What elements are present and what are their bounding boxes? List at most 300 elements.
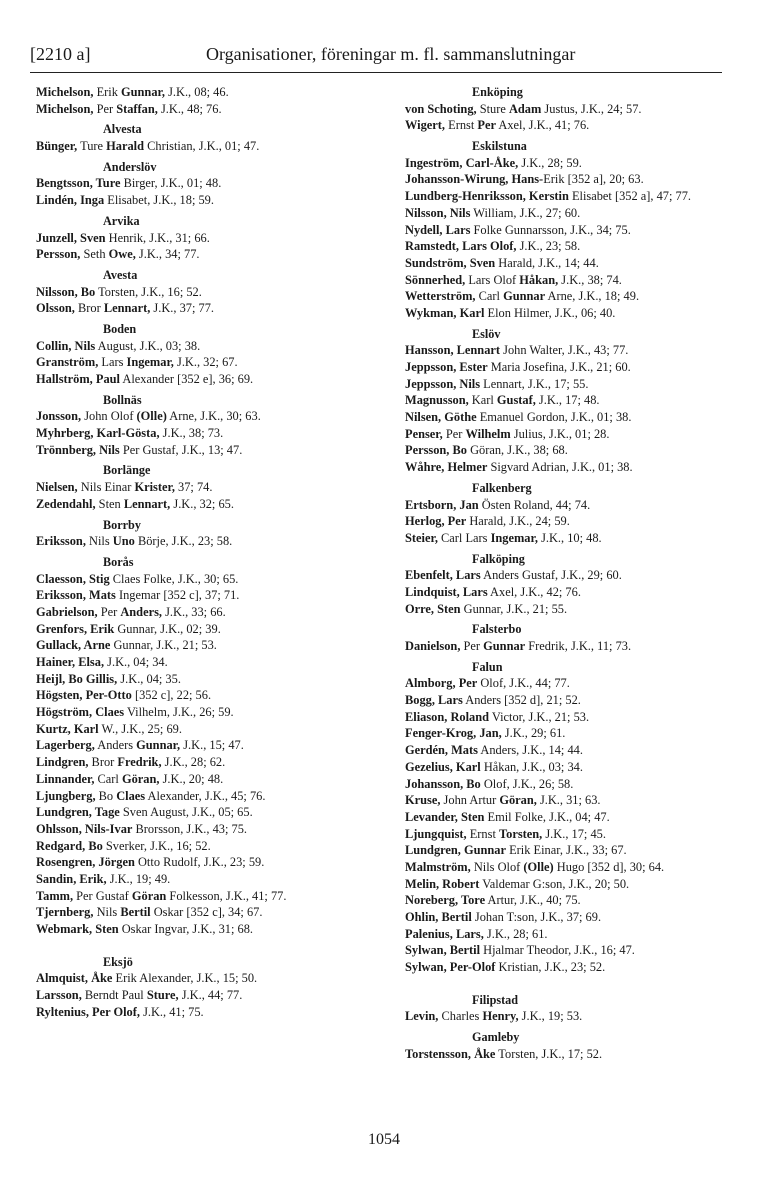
place-heading: Boden [103,321,137,336]
entry-text: Erik Alexander, J.K., 15; 50. [112,971,258,986]
entry-text: Johan T:son, J.K., 37; 69. [471,910,602,924]
place-heading: Alvesta [103,122,142,137]
entry-text: W., J.K., 25; 69. [98,721,182,736]
entry-text: Lars Olof [465,272,520,287]
place-heading: Eslöv [472,326,501,341]
member-entry [405,188,750,205]
entry-text: Claes Folke, J.K., 30; 65. [109,571,239,586]
entry-text: Bror [88,755,118,770]
member-entry [405,692,750,709]
entry-text: Per [460,639,484,653]
member-entry [405,909,750,926]
member-entry [36,888,381,905]
entry-name-bold: Gunnar [483,639,526,653]
member-entry [405,776,750,793]
entry-name-bold: Nydell, Lars [405,222,471,237]
member-entry [36,871,381,888]
member-entry [36,621,381,638]
entry-name-bold: Persson, Bo [405,443,467,458]
member-entry [405,742,750,759]
entry-text: Per Gustaf [73,888,132,903]
entry-text: Oskar Ingvar, J.K., 31; 68. [118,922,254,936]
entry-text: Hjalmar Theodor, J.K., 16; 47. [480,943,635,958]
entry-name-bold: Wigert, [405,118,446,133]
entry-text: Erik Einar, J.K., 33; 67. [506,843,627,858]
entry-text: J.K., 48; 76. [157,101,222,116]
place-heading: Eskilstuna [472,139,527,154]
member-entry [36,246,381,263]
member-entry [405,513,750,530]
entry-name-bold: Adam [508,101,542,116]
entry-name-bold: Levander, Sten [405,809,485,824]
entry-text: Anders [352 d], 21; 52. [462,693,581,708]
entry-name-bold: Collin, Nils [36,338,96,353]
place-heading: Borrby [103,517,141,532]
entry-text: J.K., 08; 46. [164,85,229,99]
entry-text: Hugo [352 d], 30; 64. [553,859,665,874]
entry-name-bold: Junzell, Sven [36,230,106,245]
entry-name-bold: Kruse, [405,793,441,808]
member-entry [405,709,750,726]
entry-name-bold: Johansson, Bo [405,776,481,791]
entry-text: August, J.K., 03; 38. [95,338,201,353]
entry-text: J.K., 44; 77. [178,988,243,1003]
entry-text: Östen Roland, 44; 74. [478,497,591,512]
entry-name-bold: Tjernberg, [36,905,94,920]
entry-name-bold: Bertil [120,905,151,920]
header-rule [30,72,722,73]
entry-text: Folkesson, J.K., 41; 77. [166,888,287,903]
entry-name-bold: Sundström, Sven [405,255,496,270]
entry-name-bold: Zedendahl, [36,496,96,511]
member-entry [405,759,750,776]
member-entry [36,754,381,771]
entry-text: J.K., 28; 62. [161,755,226,770]
entry-name-bold: Noreberg, Tore [405,893,486,908]
entry-text: J.K., 41; 75. [139,1004,204,1019]
entry-text: Ernst [445,118,478,133]
entry-name-bold: Torsten, [499,826,543,841]
entry-text: J.K., 33; 66. [162,604,226,619]
member-entry [405,1046,750,1063]
entry-text: J.K., 38; 74. [558,272,622,287]
entry-name-bold: Ohlsson, Nils-Ivar [36,821,133,836]
entry-text: Harald, J.K., 14; 44. [495,255,599,270]
member-entry [36,442,381,459]
place-heading: Falsterbo [472,622,522,637]
entry-name-bold: Herlog, Per [405,514,467,529]
entry-name-bold: Nilsson, Nils [405,205,471,220]
member-entry [405,584,750,601]
entry-name-bold: Ramstedt, Lars Olof, [405,239,517,254]
entry-text: Sture [476,101,509,116]
entry-name-bold: Högström, Claes [36,705,125,720]
entry-text: Christian, J.K., 01; 47. [144,139,260,154]
member-entry [36,101,381,118]
entry-name-bold: Sylwan, Per-Olof [405,960,496,975]
entry-name-bold: Bünger, [36,139,78,154]
entry-name-bold: Ertsborn, Jan [405,497,479,512]
entry-text: J.K., 17; 48. [535,393,600,408]
entry-text: Seth [80,247,109,262]
entry-text: Anders, J.K., 14; 44. [477,743,583,758]
entry-text: Charles [438,1009,483,1024]
entry-text: Erik [352 a], 20; 63. [543,172,644,187]
member-entry [405,842,750,859]
entry-name-bold: Bogg, Lars [405,693,463,708]
entry-name-bold: Palenius, Lars, [405,926,484,941]
member-entry [36,654,381,671]
entry-name-bold: Granström, [36,355,99,370]
place-heading: Avesta [103,267,138,282]
entry-text: Bror [74,301,104,316]
entry-text: J.K., 23; 58. [516,239,581,254]
member-entry [405,442,750,459]
page-number: 1054 [368,1131,400,1148]
entry-text: Birger, J.K., 01; 48. [120,176,222,191]
entry-text: Per [97,604,121,619]
entry-text: Göran, J.K., 38; 68. [466,443,568,458]
entry-text: Elisabet [352 a], 47; 77. [568,189,692,204]
entry-text: Otto Rudolf, J.K., 23; 59. [134,855,265,870]
member-entry [405,238,750,255]
entry-name-bold: Lennart, [123,496,171,511]
entry-name-bold: Gustaf, [496,393,536,408]
entry-text: J.K., 38; 73. [159,426,224,441]
member-entry [405,792,750,809]
entry-name-bold: Göran [131,888,167,903]
member-entry [36,533,381,550]
entry-name-bold: Jeppsson, Ester [405,360,488,374]
member-entry [36,371,381,388]
entry-name-bold: Almquist, Åke [36,971,113,986]
entry-text: Sigvard Adrian, J.K., 01; 38. [487,460,633,475]
entry-name-bold: Sandin, Erik, [36,871,107,886]
member-entry [36,788,381,805]
entry-name-bold: Göran, [499,793,537,808]
entry-name-bold: Lagerberg, [36,738,95,753]
entry-text: Ingemar [352 c], 37; 71. [115,588,240,603]
entry-text: Gunnar, J.K., 21; 55. [460,601,568,616]
entry-text: Anders Gustaf, J.K., 29; 60. [480,568,622,583]
member-entry [405,1008,750,1025]
entry-text: Anders [94,738,137,753]
entry-name-bold: Uno [112,534,135,549]
entry-name-bold: Staffan, [116,101,158,116]
place-heading: Arvika [103,213,140,228]
entry-text: J.K., 28; 59. [518,155,582,170]
entry-name-bold: Owe, [108,247,136,262]
entry-name-bold: Göran, [121,771,160,786]
entry-text: Per Gustaf, J.K., 13; 47. [119,442,243,457]
entry-name-bold: Sylwan, Bertil [405,943,481,958]
member-entry [36,970,381,987]
entry-name-bold: Gullack, Arne [36,638,111,653]
entry-name-bold: Claesson, Stig [36,571,110,586]
entry-name-bold: Sönnerhed, [405,272,466,287]
entry-name-bold: Hansson, Lennart [405,343,501,358]
entry-text: Lennart, J.K., 17; 55. [480,376,589,391]
entry-name-bold: Melin, Robert [405,876,480,891]
entry-text: Alexander, J.K., 45; 76. [145,788,266,803]
entry-name-bold: Gunnar, [121,85,165,99]
entry-text: Nils [85,534,113,549]
entry-name-bold: Torstensson, Åke [405,1046,496,1061]
entry-name-bold: Trönnberg, Nils [36,442,120,457]
member-entry [405,359,750,376]
entry-name-bold: Hainer, Elsa, [36,655,105,669]
entry-text: Carl Lars [437,530,491,545]
member-entry [36,84,381,101]
entry-text: J.K., 04; 35. [117,671,181,686]
entry-text: Kristian, J.K., 23; 52. [495,960,606,975]
entry-name-bold: Hallström, Paul [36,372,120,386]
entry-text: Folke Gunnarsson, J.K., 34; 75. [470,222,631,237]
entry-text: Artur, J.K., 40; 75. [485,893,581,908]
entry-text: Sten [95,496,124,511]
entry-text: J.K., 28; 61. [483,926,548,941]
member-entry [405,342,750,359]
member-entry [36,704,381,721]
entry-name-bold: Lundgren, Tage [36,805,120,820]
entry-name-bold: Eriksson, Mats [36,588,116,603]
page-title: Organisationer, föreningar m. fl. sammanslutningar [206,44,576,64]
member-entry [36,838,381,855]
entry-text: Gunnar, J.K., 21; 53. [110,638,217,653]
member-entry [405,926,750,943]
member-entry [405,222,750,239]
entry-name-bold: Steier, [405,530,438,545]
entry-name-bold: Ingeström, Carl-Åke, [405,155,519,170]
entry-text: Nils [93,905,121,920]
entry-name-bold: Redgard, Bo [36,838,103,853]
entry-name-bold: Högsten, Per-Otto [36,688,132,703]
entry-text: Oskar [352 c], 34; 67. [150,905,263,920]
entry-text: John Artur [440,793,500,808]
entry-name-bold: Ryltenius, Per Olof, [36,1004,140,1019]
entry-name-bold: Wykman, Karl [405,305,485,320]
member-entry [36,687,381,704]
entry-name-bold: Gunnar [503,289,546,304]
entry-text: Victor, J.K., 21; 53. [489,709,590,724]
entry-name-bold: Lindgren, [36,755,89,770]
entry-text: J.K., 15; 47. [180,738,244,753]
entry-text: Julius, J.K., 01; 28. [510,426,610,441]
member-entry [36,804,381,821]
entry-text: John Olof [81,409,137,424]
member-entry [405,859,750,876]
entry-text: Lars [98,355,127,370]
member-entry [36,175,381,192]
entry-name-bold: Eriksson, [36,534,86,549]
member-entry [405,876,750,893]
page-reference: [2210 a] [30,44,91,64]
member-entry [36,192,381,209]
entry-name-bold: Malmström, [405,859,471,874]
member-entry [405,942,750,959]
place-heading: Gamleby [472,1030,520,1045]
place-heading: Falköping [472,551,525,566]
member-entry [405,809,750,826]
entry-text: Emanuel Gordon, J.K., 01; 38. [476,410,632,425]
section-gap [405,976,750,988]
entry-name-bold: Olsson, [36,301,75,316]
entry-name-bold: Eliason, Roland [405,709,490,724]
entry-text: Håkan, J.K., 03; 34. [480,759,583,774]
entry-text: Henrik, J.K., 31; 66. [105,230,210,245]
entry-text: Bo [95,788,117,803]
entry-text: Sven August, J.K., 05; 65. [119,805,253,820]
entry-text: Ture [77,139,107,154]
entry-text: Börje, J.K., 23; 58. [134,534,233,549]
right-column [405,84,750,1063]
entry-name-bold: Jeppsson, Nils [405,376,481,391]
entry-name-bold: Nilsen, Göthe [405,410,477,425]
entry-name-bold: Lundgren, Gunnar [405,843,507,858]
entry-name-bold: Ebenfelt, Lars [405,568,481,583]
member-entry [405,155,750,172]
member-entry [405,892,750,909]
member-entry [405,459,750,476]
entry-text: Vilhelm, J.K., 26; 59. [124,705,234,720]
entry-name-bold: Gunnar, [136,738,181,753]
entry-text: Arne, J.K., 30; 63. [166,409,261,424]
entry-name-bold: Jonsson, [36,409,82,424]
member-entry [36,587,381,604]
entry-name-bold: Penser, [405,426,443,441]
entry-text: William, J.K., 27; 60. [470,205,581,220]
entry-name-bold: Håkan, [519,272,559,287]
entry-text: Nils Einar [77,480,135,495]
member-entry [36,771,381,788]
entry-text: Emil Folke, J.K., 04; 47. [484,809,610,824]
entry-name-bold: Webmark, Sten [36,922,119,936]
entry-name-bold: Nielsen, [36,480,78,495]
entry-name-bold: Almborg, Per [405,676,478,691]
place-heading: Borås [103,554,134,569]
place-heading: Falun [472,659,503,674]
member-entry [36,496,381,513]
member-entry [36,300,381,317]
section-gap [36,938,381,950]
entry-name-bold: Wåhre, Helmer [405,460,488,475]
member-entry [405,426,750,443]
entry-name-bold: Tamm, [36,888,74,903]
entry-text: Per [442,426,466,441]
member-entry [405,638,750,655]
entry-text: Arne, J.K., 18; 49. [545,289,640,304]
entry-name-bold: Anders, [120,604,162,619]
place-heading: Filipstad [472,992,519,1007]
entry-text: Carl [94,771,122,786]
entry-text: J.K., 37; 77. [150,301,214,316]
entry-name-bold: Lindén, Inga [36,193,105,208]
entry-name-bold: Magnusson, [405,393,469,408]
entry-name-bold: Kurtz, Karl [36,721,99,736]
entry-text: Torsten, J.K., 17; 52. [495,1046,603,1061]
entry-text: J.K., 19; 53. [518,1009,583,1024]
entry-name-bold: Wilhelm [465,426,511,441]
entry-text: Alexander [352 e], 36; 69. [119,372,254,386]
member-entry [405,567,750,584]
entry-name-bold: Linnander, [36,771,95,786]
member-entry [405,530,750,547]
entry-text: Erik [93,85,122,99]
entry-text: J.K., 20; 48. [159,771,224,786]
entry-text: Sverker, J.K., 16; 52. [102,838,211,853]
entry-text: Maria Josefina, J.K., 21; 60. [487,360,631,374]
entry-text: Ernst [466,826,499,841]
entry-name-bold: Ljungquist, [405,826,467,841]
entry-name-bold: Johansson-Wirung, Hans- [405,172,544,187]
entry-text: Torsten, J.K., 16; 52. [95,284,202,299]
entry-name-bold: (Olle) [136,409,167,424]
left-column [36,84,381,1020]
entry-name-bold: Michelson, [36,85,94,99]
entry-name-bold: von Schoting, [405,101,477,116]
entry-text: Gunnar, J.K., 02; 39. [114,621,221,636]
entry-name-bold: (Olle) [523,859,554,874]
entry-name-bold: Ingemar, [490,530,538,545]
entry-name-bold: Lennart, [103,301,151,316]
entry-name-bold: Levin, [405,1009,439,1024]
entry-name-bold: Bengtsson, Ture [36,176,121,191]
entry-name-bold: Myhrberg, Karl-Gösta, [36,426,160,441]
entry-name-bold: Orre, Sten [405,601,461,616]
entry-name-bold: Fenger-Krog, Jan, [405,726,502,741]
member-entry [36,230,381,247]
entry-name-bold: Ingemar, [126,355,174,370]
member-entry [36,671,381,688]
entry-name-bold: Ljungberg, [36,788,96,803]
place-heading: Falkenberg [472,480,532,495]
entry-name-bold: Wetterström, [405,289,476,304]
entry-text: Carl [475,289,504,304]
member-entry [405,288,750,305]
member-entry [36,338,381,355]
entry-text: Nils Olof [470,859,524,874]
entry-text: Karl [468,393,497,408]
entry-name-bold: Michelson, [36,101,94,116]
member-entry [36,821,381,838]
member-entry [36,354,381,371]
entry-text: J.K., 17; 45. [542,826,606,841]
member-entry [405,601,750,618]
member-entry [36,425,381,442]
member-entry [36,479,381,496]
entry-text: Berndt Paul [81,988,147,1003]
member-entry [36,854,381,871]
entry-text: John Walter, J.K., 43; 77. [500,343,629,358]
entry-text: Brorsson, J.K., 43; 75. [132,821,248,836]
member-entry [36,904,381,921]
entry-text: J.K., 10; 48. [537,530,602,545]
entry-name-bold: Krister, [134,480,175,495]
entry-name-bold: Sture, [146,988,179,1003]
entry-text: J.K., 32; 65. [170,496,234,511]
member-entry [36,604,381,621]
entry-text: J.K., 19; 49. [106,871,171,886]
member-entry [405,117,750,134]
member-entry [405,205,750,222]
entry-text: Fredrik, J.K., 11; 73. [525,639,632,653]
running-header [30,44,722,70]
member-entry [405,376,750,393]
entry-name-bold: Danielson, [405,639,461,653]
entry-text: Axel, J.K., 41; 76. [495,118,590,133]
entry-name-bold: Gerdén, Mats [405,743,478,758]
entry-name-bold: Grenfors, Erik [36,621,115,636]
